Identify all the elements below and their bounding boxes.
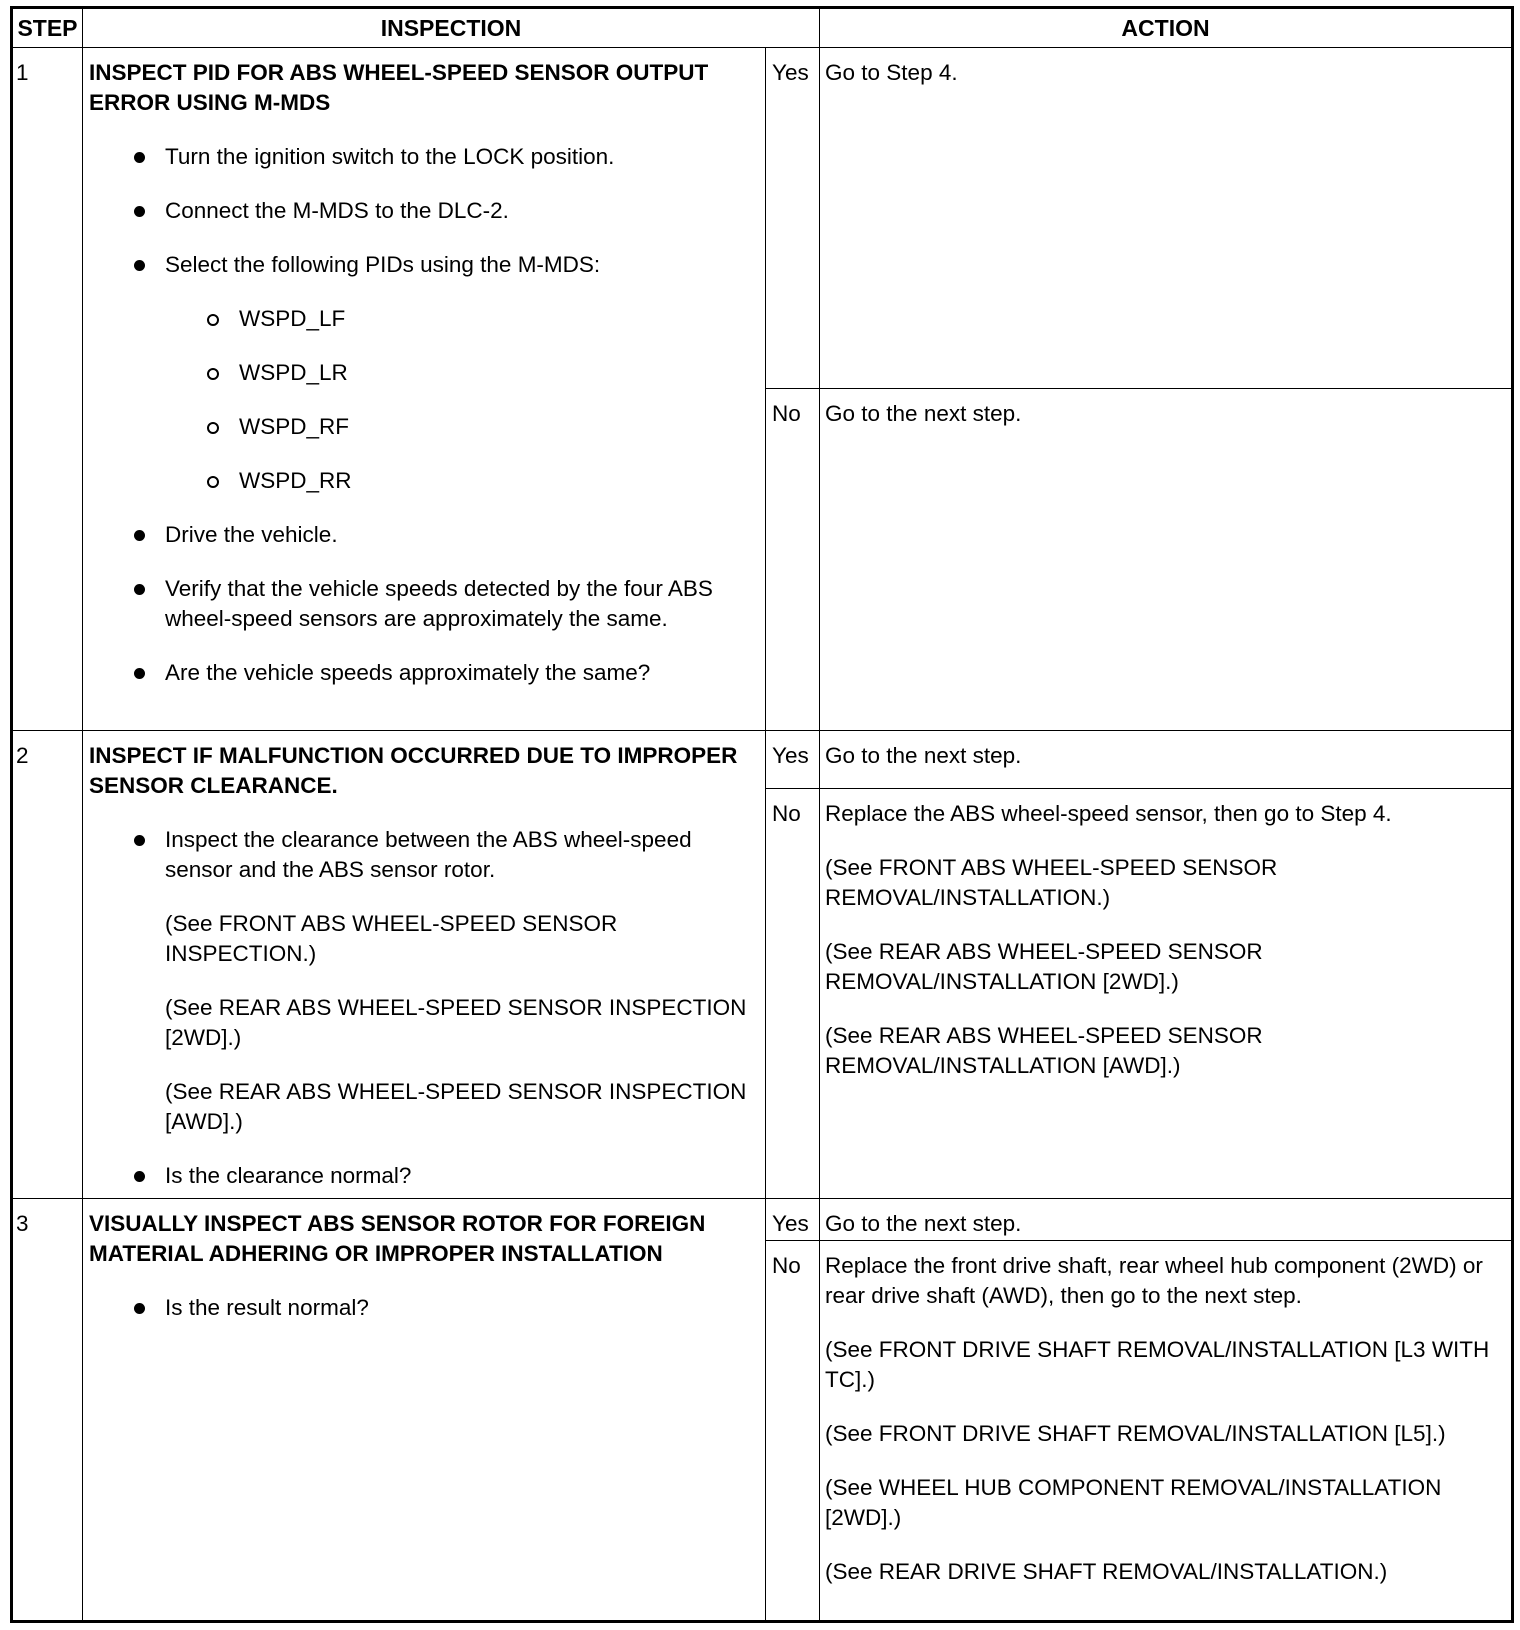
step-1-pid-4: WSPD_RR	[89, 466, 755, 496]
step-3-yes-row	[12, 1199, 1513, 1241]
step-header: STEP	[12, 8, 83, 48]
header-row	[12, 8, 1513, 48]
step-1-bullet-3: Select the following PIDs using the M-MDS:	[89, 250, 755, 280]
step-1-yes-label: Yes	[766, 48, 820, 389]
step-2-yes-action-text: Go to the next step.	[825, 743, 1022, 768]
step-1-yes-action-text: Go to Step 4.	[825, 60, 958, 85]
step-3-no-action-4: (See WHEEL HUB COMPONENT REMOVAL/INSTALLATION [2WD].)	[825, 1475, 1442, 1530]
step-3-bullet-1: Is the result normal?	[89, 1293, 755, 1323]
step-2-yes-action	[820, 731, 1513, 789]
step-2-title: INSPECT IF MALFUNCTION OCCURRED DUE TO IMPROPER SENSOR CLEARANCE.	[89, 743, 738, 798]
step-1-bullet-2: Connect the M-MDS to the DLC-2.	[89, 196, 755, 226]
step-2-no-action	[820, 789, 1513, 1199]
step-1-inspection	[83, 48, 766, 731]
step-2-note-3: (See REAR ABS WHEEL-SPEED SENSOR INSPECTION [AWD].)	[165, 1079, 747, 1134]
step-1-no-label: No	[766, 389, 820, 731]
step-3-no-action-1: Replace the front drive shaft, rear wheel hub component (2WD) or rear drive shaft (AWD), then go to the next step.	[825, 1253, 1483, 1308]
step-2-no-label: No	[766, 789, 820, 1199]
step-1-yes-row	[12, 48, 1513, 389]
step-2-note-1: (See FRONT ABS WHEEL-SPEED SENSOR INSPECTION.)	[165, 911, 618, 966]
step-1-no-action-text: Go to the next step.	[825, 401, 1022, 426]
step-2-no-action-4: (See REAR ABS WHEEL-SPEED SENSOR REMOVAL/INSTALLATION [AWD].)	[825, 1023, 1263, 1078]
step-3-no-action	[820, 1241, 1513, 1622]
step-2-no-action-2: (See FRONT ABS WHEEL-SPEED SENSOR REMOVAL/INSTALLATION.)	[825, 855, 1278, 910]
step-1-bullet-1: Turn the ignition switch to the LOCK position.	[89, 142, 755, 172]
step-2-no-action-1: Replace the ABS wheel-speed sensor, then go to Step 4.	[825, 801, 1392, 826]
step-1-number: 1	[12, 48, 83, 731]
step-2-yes-label: Yes	[766, 731, 820, 789]
step-1-bullet-6: Are the vehicle speeds approximately the same?	[89, 658, 755, 688]
step-1-pid-2: WSPD_LR	[89, 358, 755, 388]
step-1-yes-action	[820, 48, 1513, 389]
step-1-bullet-4: Drive the vehicle.	[89, 520, 755, 550]
step-2-no-action-3: (See REAR ABS WHEEL-SPEED SENSOR REMOVAL/INSTALLATION [2WD].)	[825, 939, 1263, 994]
step-3-yes-action	[820, 1199, 1513, 1241]
step-2-bullet-1: Inspect the clearance between the ABS wheel-speed sensor and the ABS sensor rotor.	[89, 825, 755, 885]
inspection-header: INSPECTION	[83, 8, 820, 48]
step-3-no-action-2: (See FRONT DRIVE SHAFT REMOVAL/INSTALLATION [L3 WITH TC].)	[825, 1337, 1490, 1392]
step-3-yes-action-text: Go to the next step.	[825, 1211, 1022, 1236]
step-2-yes-row	[12, 731, 1513, 789]
step-3-no-action-3: (See FRONT DRIVE SHAFT REMOVAL/INSTALLATION [L5].)	[825, 1421, 1446, 1446]
step-2-bullet-2: Is the clearance normal?	[89, 1161, 755, 1191]
step-3-number: 3	[12, 1199, 83, 1622]
step-1-title: INSPECT PID FOR ABS WHEEL-SPEED SENSOR OUTPUT ERROR USING M-MDS	[89, 60, 709, 115]
step-1-pid-1: WSPD_LF	[89, 304, 755, 334]
step-1-pid-3: WSPD_RF	[89, 412, 755, 442]
step-2-inspection	[83, 731, 766, 1199]
action-header: ACTION	[820, 8, 1513, 48]
step-3-no-action-5: (See REAR DRIVE SHAFT REMOVAL/INSTALLATION.)	[825, 1559, 1388, 1584]
step-3-yes-label: Yes	[766, 1199, 820, 1241]
step-1-no-action	[820, 389, 1513, 731]
step-1-bullet-5: Verify that the vehicle speeds detected by the four ABS wheel-speed sensors are approximately the same.	[89, 574, 755, 634]
step-3-no-label: No	[766, 1241, 820, 1622]
diagnostic-table	[10, 6, 1514, 1623]
step-2-number: 2	[12, 731, 83, 1199]
step-2-note-2: (See REAR ABS WHEEL-SPEED SENSOR INSPECTION [2WD].)	[165, 995, 747, 1050]
step-3-title: VISUALLY INSPECT ABS SENSOR ROTOR FOR FOREIGN MATERIAL ADHERING OR IMPROPER INSTALLATION	[89, 1211, 706, 1266]
step-3-inspection	[83, 1199, 766, 1622]
